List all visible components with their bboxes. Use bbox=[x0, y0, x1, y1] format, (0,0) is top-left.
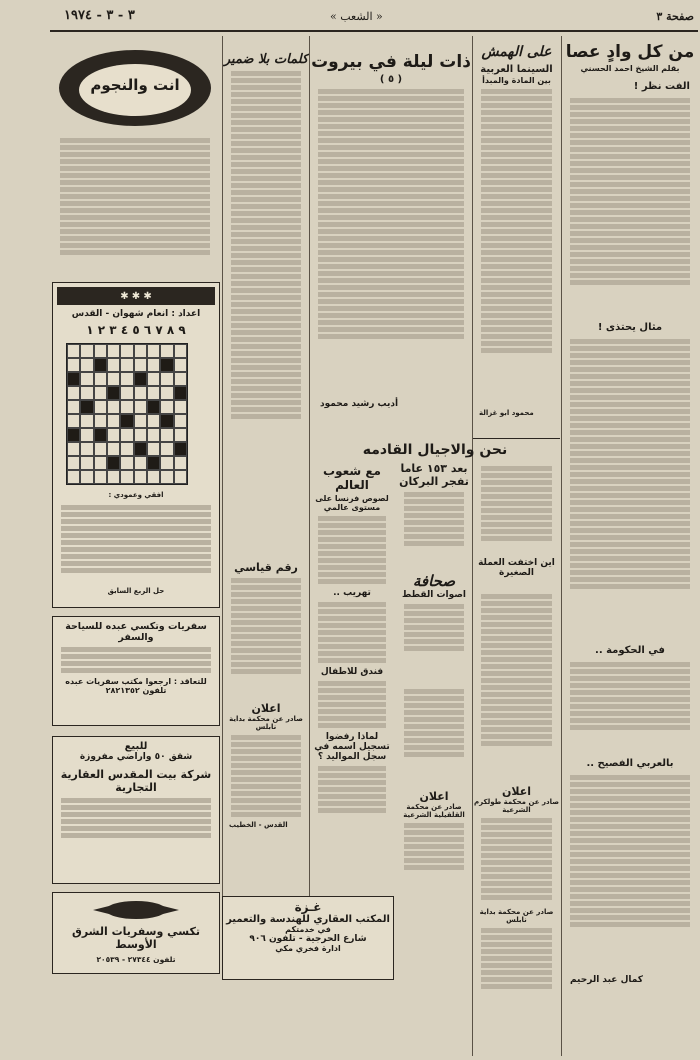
ad-sub: شقق ٥٠ واراضي مفروزة bbox=[79, 752, 193, 762]
travel-ad bbox=[52, 616, 220, 726]
ad-manager: ادارة فخري مكي bbox=[275, 944, 341, 953]
crossword-icon: ✱ ✱ ✱ bbox=[120, 290, 152, 302]
body-text bbox=[562, 771, 698, 975]
news-item: بعد ١٥٣ عاما تفجر البركان bbox=[396, 462, 472, 572]
story-headline: نحن والاجيال القادمه bbox=[362, 442, 508, 458]
ad-source: صادر عن محكمة طولكرم الشرعية bbox=[474, 798, 559, 814]
story-part: ( ٥ ) bbox=[379, 74, 403, 85]
news-body bbox=[396, 685, 472, 785]
body-text bbox=[310, 85, 472, 399]
crossword-author: اعداد : انعام شهوان - القدس bbox=[71, 309, 201, 319]
crossword-clues-title: افقي وعمودي : bbox=[108, 491, 164, 499]
story-body bbox=[473, 462, 560, 562]
ad-office: المكتب العقاري للهندسة والتعمير bbox=[226, 914, 390, 925]
news-item: صحافة اصوات القطط bbox=[396, 572, 472, 682]
ad-signature: القدس - الخطيب bbox=[229, 821, 288, 829]
story-body bbox=[473, 590, 560, 780]
masthead bbox=[50, 6, 698, 32]
body-text bbox=[473, 85, 560, 409]
column-1 bbox=[562, 36, 698, 1056]
subheading: في الحكومة .. bbox=[595, 645, 665, 656]
headline: السينما العربية bbox=[480, 64, 553, 75]
page-number: صفحة ٣ bbox=[656, 10, 694, 23]
body-text bbox=[562, 658, 698, 752]
signature: أديب رشيد محمود bbox=[320, 399, 399, 409]
column-title: من كل وادٍ عصا bbox=[565, 42, 695, 62]
winged-emblem-icon bbox=[53, 897, 219, 923]
ad-source: صادر عن محكمة بداية نابلس bbox=[479, 908, 554, 924]
taxi-ad bbox=[52, 892, 220, 974]
subheading: رقم قياسي bbox=[234, 561, 298, 574]
story-subhead: اين اختفت العملة الصغيرة bbox=[478, 558, 555, 578]
ad-head: للبيع bbox=[124, 741, 148, 752]
taxi-phone: تلفون ٢٧٣٤٤ - ٢٠٥٣٩ bbox=[96, 955, 176, 964]
issue-date: ٣ - ٣ - ١٩٧٤ bbox=[64, 8, 135, 23]
travel-contact: للتعاقد : ارجعوا مكتب سفريات عبده bbox=[65, 677, 207, 686]
body-text bbox=[562, 94, 698, 318]
crossword-answer: حل الربع السابق bbox=[107, 587, 165, 595]
body-text bbox=[223, 67, 309, 491]
headline-sub: بين المادة والمبدأ bbox=[482, 76, 551, 85]
story-title: ذات ليلة في بيروت bbox=[311, 52, 471, 72]
signature: محمود ابو غزالة bbox=[479, 409, 534, 417]
section-logo: على الهمش bbox=[481, 44, 552, 60]
column-title: كلمات بلا ضمير bbox=[223, 52, 309, 67]
subheading: الفت نظر ! bbox=[633, 81, 690, 92]
paper-name: « الشعب » bbox=[330, 10, 383, 23]
travel-title: سفريات وتكسي عبده للسياحة والسفر bbox=[65, 621, 207, 643]
taxi-company: تكسي وسفريات الشرق الأوسط bbox=[71, 925, 200, 951]
byline: بقلم الشيخ احمد الحسني bbox=[580, 64, 680, 73]
world-news: مع شعوب العالم لصوص فرنسا على مستوى عالمي تهريب .. فندق للاطفال لماذا رفضوا تسجيل اسمه في سجل المواليد ؟ bbox=[310, 462, 394, 892]
crossword-grid bbox=[66, 343, 188, 485]
subheading: مثال يحتذى ! bbox=[597, 322, 663, 333]
ad-city: غـزة bbox=[294, 900, 322, 914]
real-estate-ad bbox=[52, 736, 220, 884]
body-text bbox=[223, 574, 309, 698]
body-text bbox=[562, 335, 698, 639]
travel-phone: تلفون ٢٨٢١٣٥٢ bbox=[105, 686, 167, 695]
column-3-top bbox=[310, 36, 472, 436]
subheading: بالعربي الفصيح .. bbox=[586, 758, 674, 769]
horoscope-list bbox=[52, 134, 218, 274]
legal-ads bbox=[473, 785, 560, 1055]
ad-street: شارع الحرجية - تلفون ٩٠٦ bbox=[249, 934, 367, 944]
engineering-ad bbox=[222, 896, 394, 980]
ad-service: في خدمتكم bbox=[285, 925, 331, 934]
crossword-digits: ٩ ٨ ٧ ٦ ٥ ٤ ٣ ٢ ١ bbox=[86, 323, 186, 337]
horoscope-logo: انت والنجوم bbox=[52, 40, 218, 128]
signature: كمال عبد الرحيم bbox=[570, 975, 644, 985]
legal-ads: اعلان صادر عن محكمة القلقيلية الشرعية bbox=[396, 790, 472, 890]
ads-title: اعلان bbox=[501, 785, 532, 798]
ads-title: اعلان bbox=[251, 702, 281, 715]
company-name: شركة بيت المقدس العقارية التجارية bbox=[60, 768, 212, 794]
ad-source: صادر عن محكمة بداية نابلس bbox=[229, 715, 303, 731]
column-4 bbox=[223, 36, 309, 896]
